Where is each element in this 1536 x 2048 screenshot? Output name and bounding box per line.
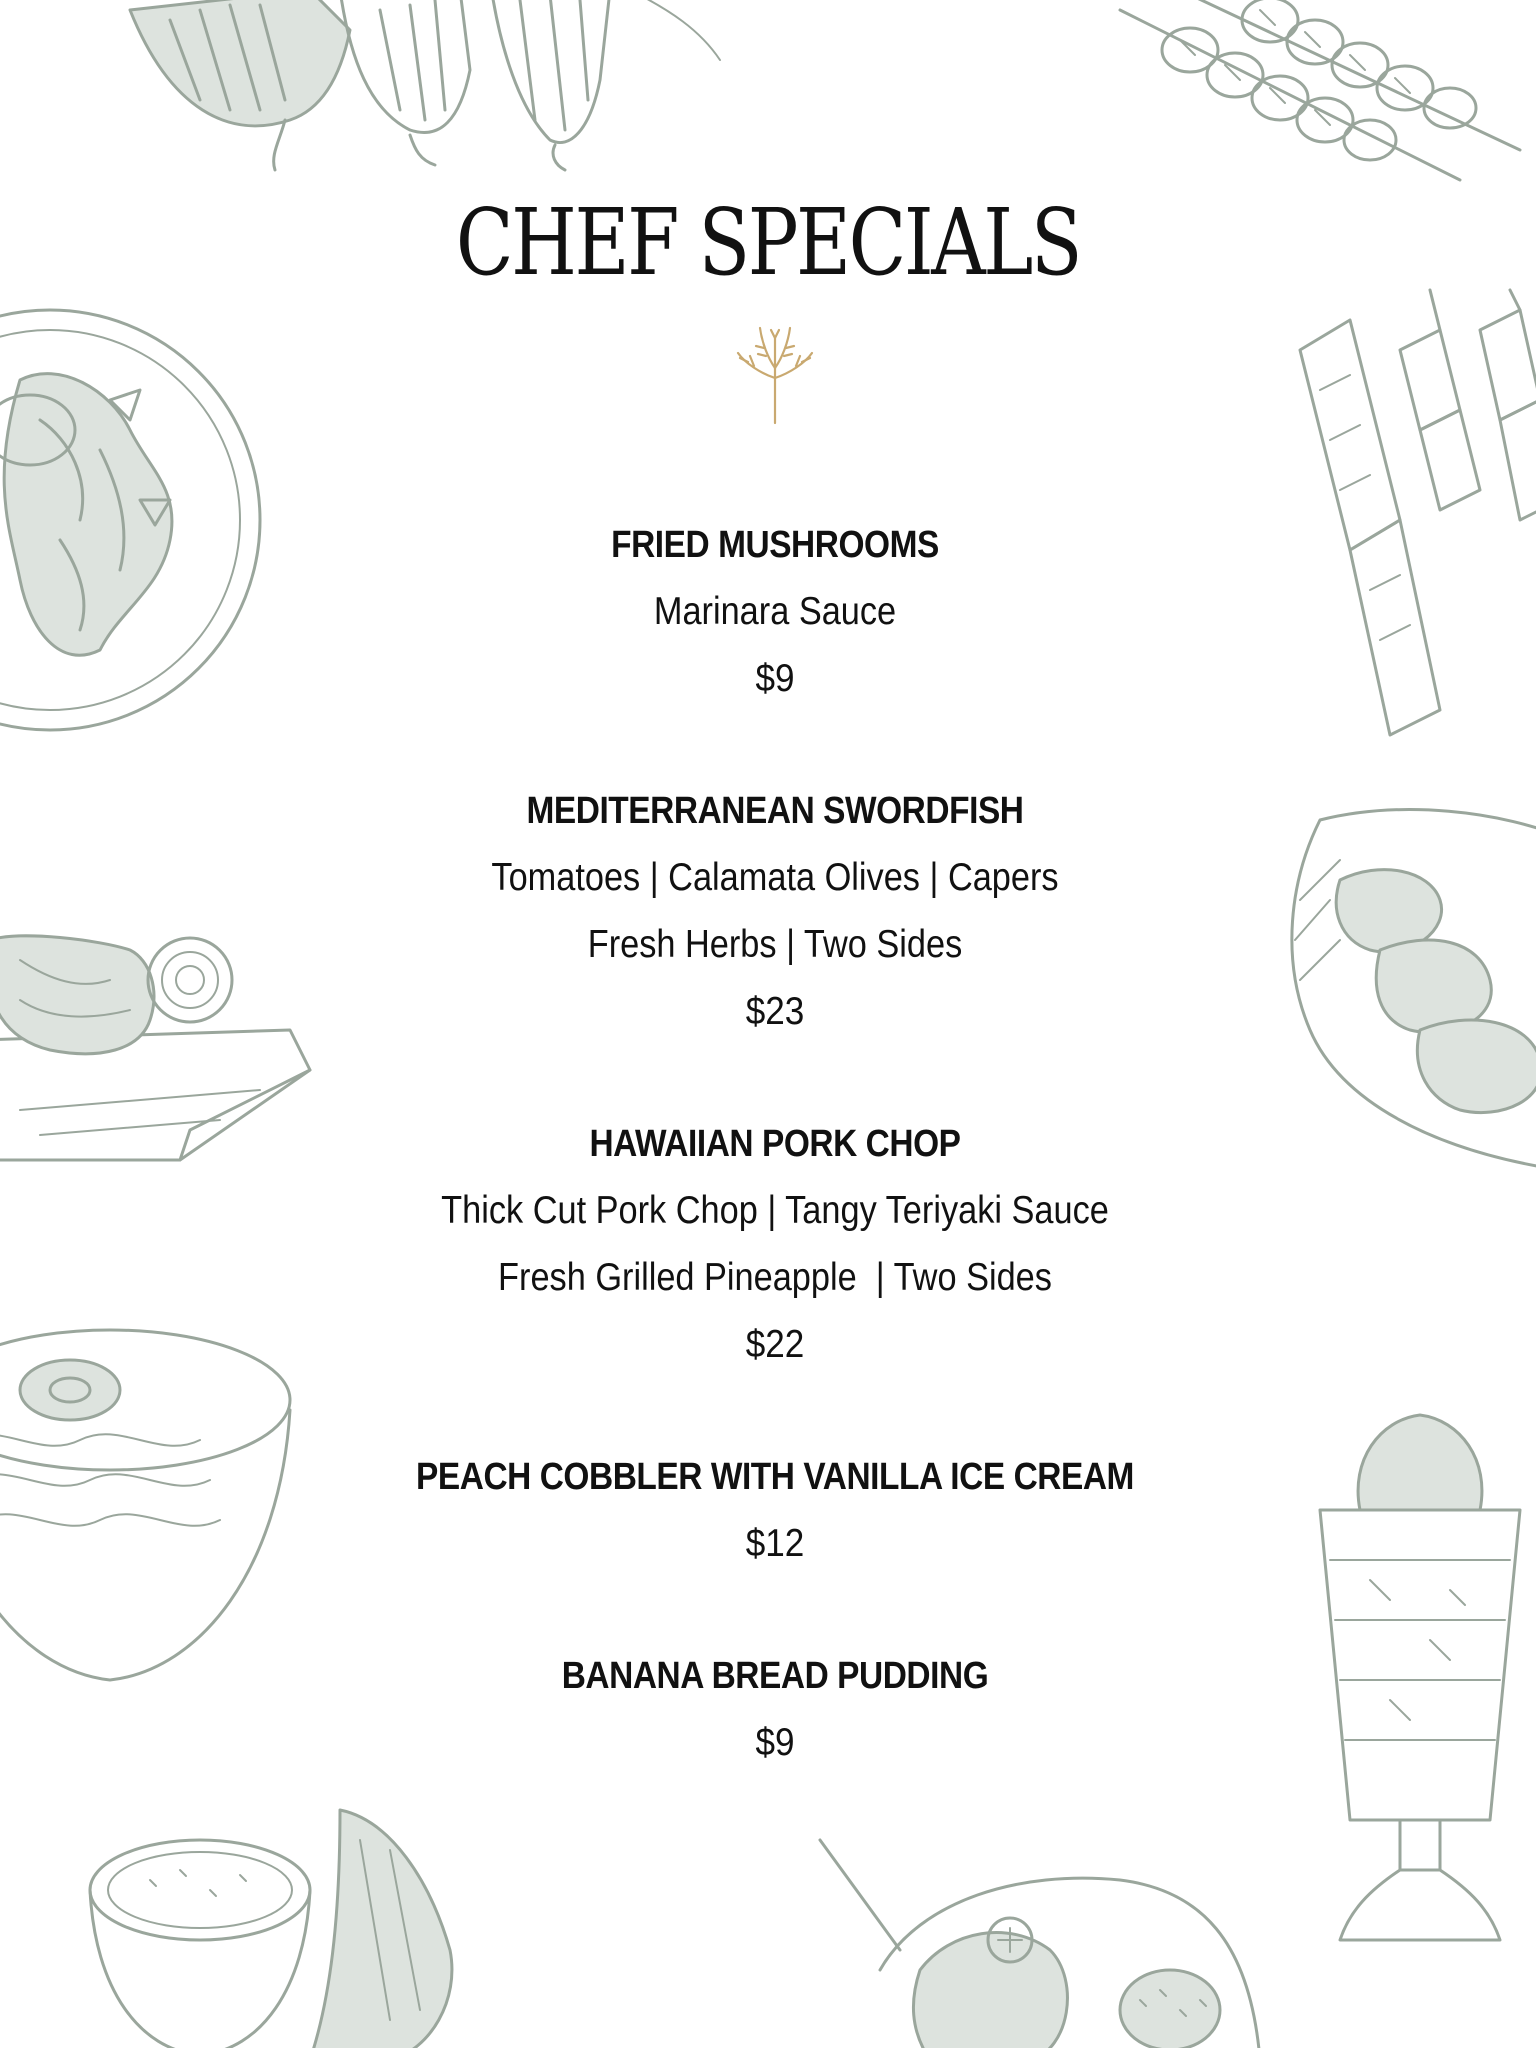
noodle-bowl-sketch (0, 1310, 300, 1690)
dip-bowl-sketch (90, 1820, 550, 2048)
menu-list (300, 512, 1250, 1842)
skewers-sketch (1100, 0, 1536, 190)
item-description: Fresh Grilled Pineapple | Two Sides (498, 1256, 1052, 1299)
item-name: BANANA BREAD PUDDING (561, 1655, 989, 1697)
grilled-corn-sketch (110, 0, 730, 200)
wheat-sprig-icon (730, 318, 820, 428)
item-name: PEACH COBBLER WITH VANILLA ICE CREAM (416, 1456, 1134, 1498)
item-name: FRIED MUSHROOMS (611, 524, 939, 566)
salad-plate-sketch (0, 280, 280, 760)
menu-item-hawaiian-pork-chop (300, 1111, 1250, 1378)
item-name: HAWAIIAN PORK CHOP (589, 1123, 961, 1165)
milkshake-glass-sketch (1310, 1400, 1530, 1960)
menu-item-peach-cobbler (300, 1444, 1250, 1577)
item-price: $22 (745, 1323, 805, 1366)
item-name: MEDITERRANEAN SWORDFISH (526, 790, 1024, 832)
item-description: Fresh Herbs | Two Sides (587, 923, 963, 966)
rolls-on-board-sketch (0, 920, 330, 1170)
item-price: $23 (745, 990, 805, 1033)
item-description: Marinara Sauce (653, 590, 897, 633)
item-price: $12 (745, 1522, 805, 1565)
menu-item-fried-mushrooms (300, 512, 1250, 712)
kebab-sticks-sketch (1290, 290, 1536, 740)
item-price: $9 (755, 1721, 795, 1764)
menu-item-banana-bread-pudding (300, 1643, 1250, 1776)
pastry-plate-sketch (800, 1840, 1280, 2048)
bread-slices-sketch (1280, 800, 1536, 1180)
page-title: CHEF SPECIALS (455, 189, 1081, 296)
menu-item-mediterranean-swordfish (300, 778, 1250, 1045)
item-description: Tomatoes | Calamata Olives | Capers (491, 856, 1059, 899)
item-price: $9 (755, 657, 795, 700)
item-description: Thick Cut Pork Chop | Tangy Teriyaki Sauce (441, 1189, 1109, 1232)
